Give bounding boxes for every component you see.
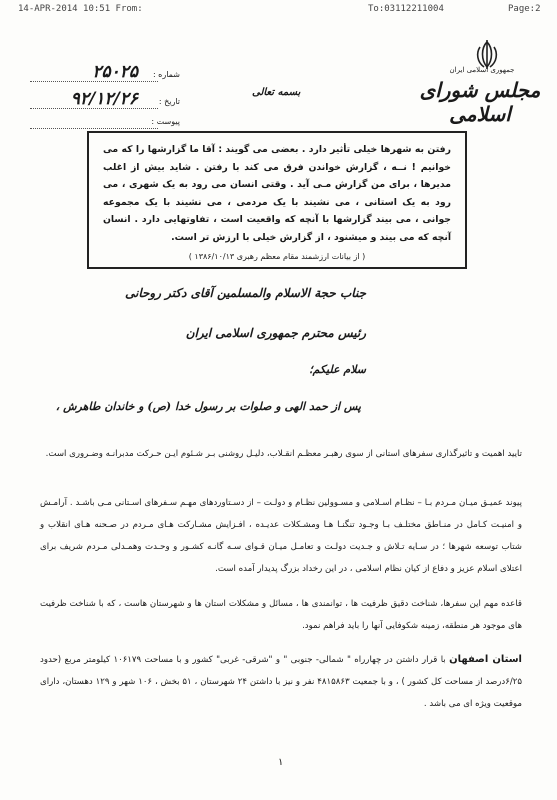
letterhead-subtitle: جمهوری اسلامی ایران [449,66,515,74]
recipient-position: رئیس محترم جمهوری اسلامی ایران [185,326,366,340]
letter-number-label: شماره : [152,70,180,79]
page-number: ١ [278,757,284,768]
fax-from-label: From: [115,4,143,14]
letter-date-value: ٩٢/١٢/٢۶ [70,89,138,109]
quote-source: ( از بیانات ارزشمند مقام معظم رهبری ١٣٨۶/١٠/١٣ ) [188,252,366,261]
salutation: سلام علیکم؛ [309,363,366,376]
letter-number-value: ٢۵٠٢۵ [92,62,138,82]
fax-header-datetime [18,4,143,14]
body-paragraph-4 [40,649,522,715]
body-paragraph-2: پیوند عمیـق میـان مـردم بـا – نظـام اسـلامی و مسـوولین نظـام و دولـت – از دسـتاوردهای مهـم سـفرهای اسـتانی مـی باشـد . آرامـش و امنیـت کـامل در منـاطق مختلـف بـا وجـود تنگنـا هـا ومشـکلات عدیـده ، افـزایش مشـارکت هـای مـردم در صـحنه هـای انقلاب و شتاب توسعه شهرها ؛ در سـایه تـلاش و جـدیت دولـت و تعامـل میـان قـوای سـه گانـه کشـور و وحـدت وهمـدلی مـردم شریف برای اعتلای اسلام عزیز و دفاع از کیان نظام اسلامی ، در این رخداد بزرگ پدیدار آمده است. [40,498,522,574]
fax-date-time: 14-APR-2014 10:51 [18,4,111,14]
letter-date-label: تاریخ : [158,97,180,106]
recipient-title: جناب حجة الاسلام والمسلمین آقای دکتر روحانی [125,286,366,300]
letterhead-name: مجلس شورای اسلامی [419,78,541,126]
opening-line: پس از حمد الهی و صلوات بر رسول خدا (ص) و خاندان طاهرش ، [55,400,361,413]
body-paragraph-3: قاعده مهم این سفرها، شناخت دقیق ظرفیت ها ، توانمندی ها ، مسائل و مشکلات استان ها و شهرستان هاست ، که با شناخت ظرفیت های موجود هر منطقه، زمینه شکوفایی آنها را باید فراهم نمود. [40,599,522,631]
quote-text: رفتن به شهرها خیلی تأثیر دارد . بعضی می گویند : آقا ما گزارشها را که می خوانیم ! نــه ، گزارش خواندن فرق می کند با رفتن . شاید بیش از اغلب مدیرها ، برای من گزارش مـی آید . وقتی انسان می رود به یک شهری ، می رود به یک استانی ، می نشیند با یک مردمی ، می نشیند با یک مجموعه جوانی ، می بیند گزارشها با آنچه که واقعیت است ، تفاوتهایی دارد . انسان آنچه که می بیند و میشنود ، از گزارش خیلی با ارزش تر است. [103,144,451,243]
letter-attachment-label: پیوست : [151,117,180,126]
basmala: بسمه تعالی [252,87,301,98]
province-name: استان اصفهان [449,654,522,665]
quote-box [87,131,467,269]
body-paragraph-4-text: با قرار داشتن در چهارراه " شمالی- جنوبی " و "شرقی- غربی" کشور و با مساحت ١٠۶١٧٩ کیلومتر مربع (حدود ۶/٢۵درصد از مساحت کل کشور ) ، و با جمعیت ۴٨١۵٨۶٣ نفر و نیز با داشتن ٢۴ شهرستان ، ۵١ بخش ، ١٠۶ شهر و ١٢٩ دهستان، دارای موقعیت ویژه ای می باشد . [40,655,522,709]
fax-page: Page:2 [508,4,541,14]
dotted-line [30,128,158,129]
fax-recipient: To:03112211004 [368,4,444,14]
body-paragraph-1: تایید اهمیت و تاثیرگذاری سفرهای استانی از سوی رهبـر معظـم انقـلاب، دلیـل روشنی بـر شـئوم ایـن حـرکت مدبرانـه وضـروری است. [45,449,522,459]
